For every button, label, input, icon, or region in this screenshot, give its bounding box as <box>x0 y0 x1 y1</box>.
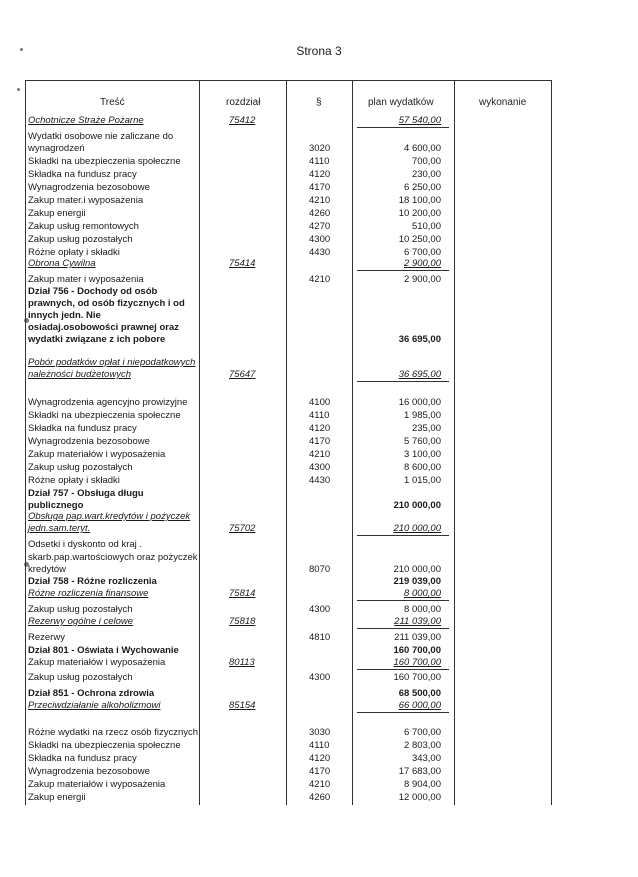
row-tresc: prawnych, od osób fizycznych i od <box>28 298 185 309</box>
row-plan: 8 600,00 <box>404 462 441 473</box>
sum-underline <box>357 600 449 601</box>
row-tresc: Pobór podatków opłat i niepodatkowych <box>28 357 196 368</box>
row-plan: 8 000,00 <box>404 588 441 599</box>
row-tresc: Składka na fundusz pracy <box>28 169 137 180</box>
row-plan: 3 100,00 <box>404 449 441 460</box>
row-tresc: Zakup materiałów i wyposażenia <box>28 449 166 460</box>
row-paragraph: 3030 <box>309 727 331 738</box>
row-tresc: Przeciwdziałanie alkoholizmowi <box>28 700 161 711</box>
row-paragraph: 4170 <box>309 766 331 777</box>
row-tresc: Zakup mater i wyposażenia <box>28 274 144 285</box>
row-tresc: Różne opłaty i składki <box>28 475 120 486</box>
row-paragraph: 4120 <box>309 169 331 180</box>
row-paragraph: 4170 <box>309 182 331 193</box>
row-plan: 16 000,00 <box>398 397 441 408</box>
row-plan: 5 760,00 <box>404 436 441 447</box>
row-tresc: osiadaj.osobowości prawnej oraz <box>28 322 179 333</box>
scan-speck <box>17 88 20 91</box>
row-plan: 10 200,00 <box>398 208 441 219</box>
row-paragraph: 4300 <box>309 234 331 245</box>
row-paragraph: 4100 <box>309 397 331 408</box>
header-rozdzial: rozdział <box>226 97 261 108</box>
header-wykonanie: wykonanie <box>479 97 527 108</box>
row-rozdzial: 75702 <box>229 523 256 534</box>
row-tresc: Różne rozliczenia finansowe <box>28 588 149 599</box>
row-paragraph: 3020 <box>309 143 331 154</box>
row-plan: 700,00 <box>411 156 441 167</box>
row-plan: 2 900,00 <box>404 258 441 269</box>
row-plan: 211 039,00 <box>394 632 441 643</box>
row-tresc: innych jedn. Nie <box>28 310 101 321</box>
row-plan: 36 695,00 <box>398 369 441 380</box>
row-plan: 2 803,00 <box>404 740 441 751</box>
row-paragraph: 4120 <box>309 423 331 434</box>
row-plan: 211 039,00 <box>394 616 441 627</box>
row-tresc: Dział 756 - Dochody od osób <box>28 286 158 297</box>
row-plan: 66 000,00 <box>398 700 441 711</box>
row-plan: 18 100,00 <box>398 195 441 206</box>
row-rozdzial: 85154 <box>229 700 256 711</box>
row-tresc: Obsługa pap.wart.kredytów i pożyczek <box>28 511 191 522</box>
row-rozdzial: 75414 <box>229 258 256 269</box>
row-tresc: Odsetki i dyskonto od kraj . <box>28 539 143 550</box>
sum-underline <box>357 381 449 382</box>
row-plan: 235,00 <box>411 423 441 434</box>
row-tresc: Rezerwy <box>28 632 65 643</box>
row-tresc: Zakup usług pozostałych <box>28 462 133 473</box>
row-plan: 6 700,00 <box>404 247 441 258</box>
row-plan: 160 700,00 <box>393 672 441 683</box>
row-paragraph: 4300 <box>309 604 331 615</box>
row-plan: 6 250,00 <box>404 182 441 193</box>
row-plan: 10 250,00 <box>398 234 441 245</box>
sum-underline <box>357 270 449 271</box>
row-tresc: wynagrodzeń <box>28 143 85 154</box>
row-tresc: jedn.sam.teryt. <box>28 523 91 534</box>
row-paragraph: 4430 <box>309 475 331 486</box>
scan-speck <box>20 48 23 51</box>
row-paragraph: 4810 <box>309 632 331 643</box>
row-paragraph: 4260 <box>309 792 331 803</box>
row-tresc: Rezerwy ogólne i celowe <box>28 616 134 627</box>
row-plan: 210 000,00 <box>393 523 441 534</box>
row-plan: 219 039,00 <box>393 576 441 587</box>
row-tresc: Zakup materiałów i wyposażenia <box>28 779 166 790</box>
row-plan: 6 700,00 <box>404 727 441 738</box>
row-plan: 210 000,00 <box>393 500 441 511</box>
row-tresc: Wynagrodzenia bezosobowe <box>28 766 150 777</box>
row-paragraph: 4210 <box>309 274 331 285</box>
row-plan: 160 700,00 <box>393 645 441 656</box>
row-plan: 68 500,00 <box>398 688 441 699</box>
row-paragraph: 4120 <box>309 753 331 764</box>
row-tresc: Składki na ubezpieczenia społeczne <box>28 410 181 421</box>
row-paragraph: 4300 <box>309 462 331 473</box>
row-tresc: skarb.pap.wartościowych oraz pożyczek <box>28 552 198 563</box>
sum-underline <box>357 712 449 713</box>
header-plan: plan wydatków <box>368 97 434 108</box>
sum-underline <box>357 628 449 629</box>
row-paragraph: 4210 <box>309 449 331 460</box>
row-tresc: Zakup energii <box>28 208 86 219</box>
row-tresc: Wydatki osobowe nie zaliczane do <box>28 131 174 142</box>
row-rozdzial: 75818 <box>229 616 256 627</box>
row-plan: 230,00 <box>411 169 441 180</box>
row-plan: 36 695,00 <box>398 334 441 345</box>
row-paragraph: 4110 <box>309 410 330 421</box>
row-tresc: Składka na fundusz pracy <box>28 753 137 764</box>
row-tresc: należności budżetowych <box>28 369 131 380</box>
row-plan: 1 015,00 <box>404 475 441 486</box>
row-tresc: Dział 851 - Ochrona zdrowia <box>28 688 155 699</box>
row-plan: 2 900,00 <box>404 274 441 285</box>
row-tresc: Składki na ubezpieczenia społeczne <box>28 156 181 167</box>
row-tresc: Różne opłaty i składki <box>28 247 120 258</box>
row-tresc: Dział 758 - Różne rozliczenia <box>28 576 157 587</box>
row-tresc: Zakup usług pozostałych <box>28 672 133 683</box>
page-number: Strona 3 <box>296 44 342 58</box>
row-paragraph: 4210 <box>309 195 331 206</box>
row-plan: 4 600,00 <box>404 143 441 154</box>
row-tresc: wydatki związane z ich pobore <box>28 334 166 345</box>
row-paragraph: 4270 <box>309 221 331 232</box>
row-tresc: kredytów <box>28 564 67 575</box>
row-plan: 210 000,00 <box>393 564 441 575</box>
row-rozdzial: 75412 <box>229 115 256 126</box>
row-plan: 510,00 <box>411 221 441 232</box>
row-rozdzial: 80113 <box>229 657 255 668</box>
header-paragraph: § <box>316 97 322 108</box>
row-tresc: Zakup usług pozostałych <box>28 234 133 245</box>
row-paragraph: 4260 <box>309 208 331 219</box>
sum-underline <box>357 669 449 670</box>
row-plan: 12 000,00 <box>398 792 441 803</box>
row-plan: 343,00 <box>411 753 441 764</box>
sum-underline <box>357 127 449 128</box>
row-paragraph: 4300 <box>309 672 331 683</box>
row-rozdzial: 75647 <box>229 369 256 380</box>
row-tresc: Zakup mater.i wyposażenia <box>28 195 144 206</box>
row-plan: 160 700,00 <box>393 657 441 668</box>
row-paragraph: 8070 <box>309 564 331 575</box>
row-tresc: Różne wydatki na rzecz osób fizycznych <box>28 727 199 738</box>
row-tresc: Wynagrodzenia bezosobowe <box>28 436 150 447</box>
row-plan: 17 683,00 <box>398 766 441 777</box>
row-tresc: Wynagrodzenia agencyjno prowizyjne <box>28 397 188 408</box>
row-tresc: Zakup usług pozostałych <box>28 604 133 615</box>
row-paragraph: 4170 <box>309 436 331 447</box>
row-tresc: Składka na fundusz pracy <box>28 423 137 434</box>
row-rozdzial: 75814 <box>229 588 256 599</box>
row-paragraph: 4110 <box>309 740 330 751</box>
row-plan: 8 000,00 <box>404 604 441 615</box>
row-tresc: Wynagrodzenia bezosobowe <box>28 182 150 193</box>
row-tresc: Obrona Cywilna <box>28 258 96 269</box>
row-tresc: Dział 801 - Oświata i Wychowanie <box>28 645 179 656</box>
row-paragraph: 4430 <box>309 247 331 258</box>
row-tresc: Ochotnicze Straże Pożarne <box>28 115 144 126</box>
row-tresc: publicznego <box>28 500 84 511</box>
row-plan: 1 985,00 <box>404 410 441 421</box>
row-plan: 8 904,00 <box>404 779 441 790</box>
row-tresc: Zakup energii <box>28 792 86 803</box>
row-tresc: Zakup usług remontowych <box>28 221 139 232</box>
sum-underline <box>357 535 449 536</box>
header-tresc: Treść <box>100 97 125 108</box>
row-paragraph: 4110 <box>309 156 330 167</box>
row-tresc: Dział 757 - Obsługa długu <box>28 488 144 499</box>
row-paragraph: 4210 <box>309 779 331 790</box>
row-tresc: Zakup materiałów i wyposażenia <box>28 657 166 668</box>
row-plan: 57 540,00 <box>398 115 441 126</box>
row-tresc: Składki na ubezpieczenia społeczne <box>28 740 181 751</box>
